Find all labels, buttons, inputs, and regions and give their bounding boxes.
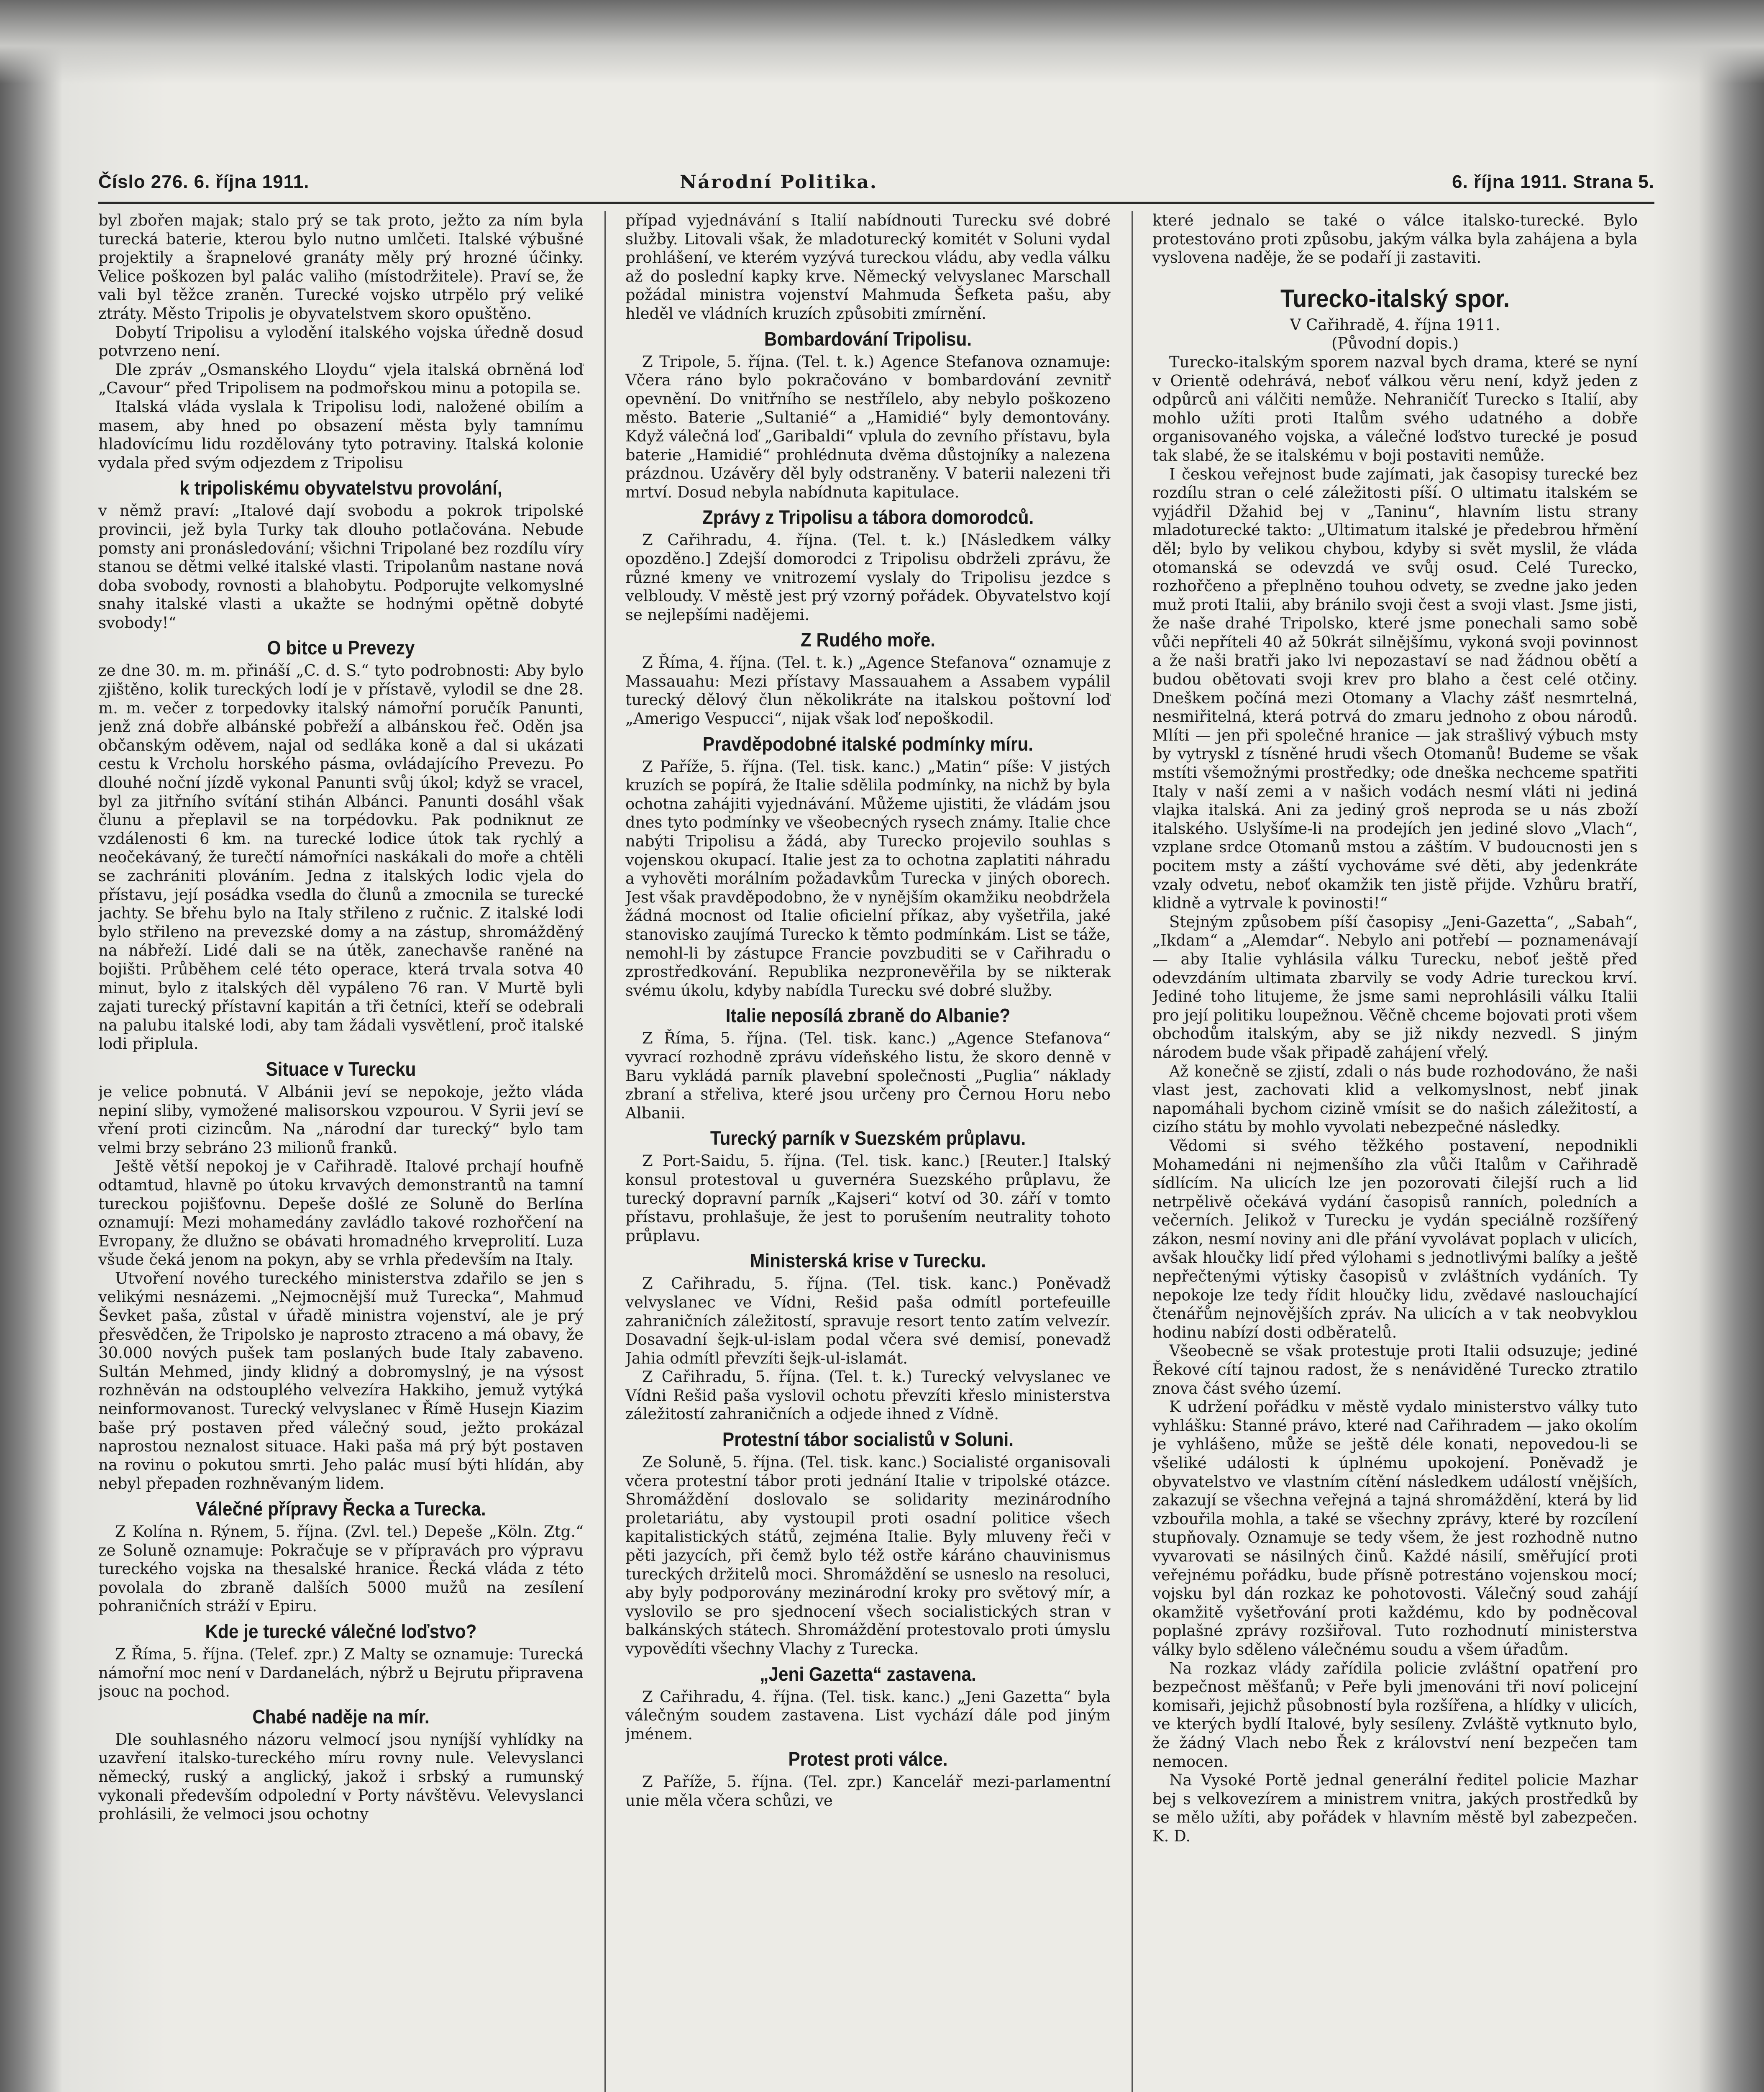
- original-dispatch-note: (Původní dopis.): [1331, 334, 1459, 353]
- section-heading: Válečné přípravy Řecka a Turecka.: [196, 1498, 486, 1520]
- section-heading: „Jeni Gazetta“ zastavena.: [760, 1663, 976, 1685]
- dateline: V Cařihradě, 4. října 1911.: [1290, 315, 1500, 334]
- paragraph: je velice pobnutá. V Albánii jeví se nepokoje, ježto vláda nepiní sliby, vymožené malisorskou vzpourou. V Syrii jeví se vření proti cizincům. Na „národní dar turecký“ bylo tam velmi brzy sebráno 23 milionů franků.: [98, 1082, 584, 1157]
- paragraph: I českou veřejnost bude zajímati, jak časopisy turecké bez rozdílu stran o celé záležitosti píší. O ultimatu italském se vyjádřil Džahid bej v „Taninu“, hlavním listu strany mladoturecké takto: „Ultimatum italské je předebrou hřmění děl; bylo by velikou chybou, kdyby si svět myslil, že vláda otomanská se odevzdá ve svůj osud. Celé Turecko, rozhořčeno a přeplněno touhou odvety, se zvedne jako jeden muž proti Italii, aby bránilo svoji čest a svoji vlast. Jsme jisti, že naše drahé Tripolsko, které jsme ponechali samo sobě vůči nepříteli 40 až 50krát silnějšímu, vykoná svoji povinnost a že naši bratři jako lvi nepozastaví se nad žádnou obětí a budou obětovati svoji krev pro blaho a čest celé otčiny. Dneškem počíná mezi Otomany a Vlachy zášť nesmrtelná, nesmiřitelná, která potrvá do zmaru jednoho z obou národů. Mlíti — jen při společné hranice — jak strašlivý výbuch msty by vytryskl z tísněné hrudi všech Otomanů! Budeme se však mstíti všemožnými prostředky; ode dneška nechceme spatřiti Italy v naší zemi a v našich vodách nesmí vláti ni jediná vlajka italská. Ani za jediný groš neproda se u nás zboží italského. Uslyšíme-li na prodejích jen jediné slovo „Vlach“, vzplane srdce Otomanů mstou a záštím. V budoucnosti jen s pocitem msty a záští vychováme své děti, aby jedenkráte vzaly odvetu, neboť okamžik ten jistě přijde. Vzhůru bratří, klidně a vytrvale k povinosti!“: [1152, 465, 1638, 913]
- column-3: [1152, 211, 1638, 2092]
- section-heading: Protest proti válce.: [788, 1748, 948, 1770]
- paragraph: Z Říma, 5. října. (Telef. zpr.) Z Malty se oznamuje: Turecká námořní moc není v Dardanelách, nýbrž u Bejrutu připravena jsouc na pochod.: [98, 1645, 584, 1701]
- page-number-date: 6. října 1911. Strana 5.: [1452, 172, 1654, 192]
- paragraph: Z Port-Saidu, 5. října. (Tel. tisk. kanc.) [Reuter.] Italský konsul protestoval u guvernéra Suezského průplavu, že turecký dopravní parník „Kajseri“ kotví od 30. září v tomto přístavu, prohlašuje, že jest to porušením neutrality tohoto průplavu.: [625, 1152, 1111, 1245]
- section-heading: Italie neposílá zbraně do Albanie?: [725, 1005, 1011, 1027]
- paragraph: Italská vláda vyslala k Tripolisu lodi, naložené obilím a masem, aby hned po obsazení města byly tamnímu hladovícímu lidu rozdělovány tyto potraviny. Italská kolonie vydala před svým odjezdem z Tripolisu: [98, 397, 584, 472]
- paragraph: Stejným způsobem píší časopisy „Jeni-Gazetta“, „Sabah“, „Ikdam“ a „Alemdar“. Nebylo ani potřebí — poznamenávají — aby Italie vyhlásila válku Turecku, neboť ještě před odevzdáním ultimata zbarvily se vody Adrie tureckou krví. Jediné toho litujeme, že jsme sami neprohlásili válku Italii pro její politiku loupežnou. Věčně chceme bojovati proti všem obchodům italským, aby se již nikdy nezvedl. S jiným národem bude však připadě zahájení vřelý.: [1152, 913, 1638, 1061]
- paragraph: byl zbořen majak; stalo prý se tak proto, ježto za ním byla turecká baterie, kterou bylo nutno umlčeti. Italské výbušné projektily a šrapnelové granáty měly prý hrozné účinky. Velice poškozen byl palác valiho (místodržitele). Praví se, že vali byl těžce zraněn. Turecké vojsko utrpělo prý veliké ztráty. Město Tripolis je obyvatelstvem skoro opuštěno.: [98, 211, 584, 323]
- paragraph: Z Cařihradu, 4. října. (Tel. t. k.) [Následkem války opozděno.] Zdejší domorodci z Tripolisu obdrželi zprávu, že různé kmeny ve vnitrozemí vyslaly do Tripolisu jezdce s velbloudy. V městě jest prý vzorný pořádek. Obyvatelstvo kojí se nejlepšími nadějemi.: [625, 531, 1111, 624]
- paragraph: v němž praví: „Italové dají svobodu a pokrok tripolské provincii, jež byla Turky tak dlouho potlačována. Nebude pomsty ani pronásledování; všichni Tripolané bez rozdílu víry stanou se dětmi velké italské vlasti. Tripolanům nastane nová doba svobody, rovnosti a blahobytu. Podporujte velkomyslné snahy italské vlasti a ukažte se hodnými opětně dobyté svobody!“: [98, 502, 584, 632]
- paragraph: které jednalo se také o válce italsko-turecké. Bylo protestováno proti způsobu, jakým válka byla zahájena a byla vyslovena naděje, že se podaří ji zastaviti.: [1152, 211, 1638, 267]
- section-heading: Turecký parník v Suezském průplavu.: [710, 1127, 1026, 1149]
- paragraph: případ vyjednávání s Italií nabídnouti Turecku své dobré služby. Litovali však, že mladoturecký komitét v Soluni vydal prohlášení, ve kterém vyzývá tureckou vládu, aby vedla válku až do poslední kapky krve. Německý velvyslanec Marschall požádal ministra vojenství Mahmuda Šefketa pašu, aby hleděl ve vládních kruzích způsobiti zmírnění.: [625, 211, 1111, 323]
- column-2: [625, 211, 1111, 2092]
- section-heading: Situace v Turecku: [266, 1058, 416, 1080]
- paragraph: K udržení pořádku v městě vydalo ministerstvo války tuto vyhlášku: Stanné právo, které nad Cařihradem — jako okolím je vyhlášeno, může se ještě déle konati, nepovedou-li se všeliké události k úplnému upokojení. Poněvadž je obyvatelstvo ve vlastním cítění následkem událostí vnějších, zakazují se všechna veřejná a tajná shromáždění, která by lid vzbouřila mohla, a také se všechny zprávy, které by rozcílení stupňovaly. Oznamuje se tedy všem, že jest rozhodně nutno vyvarovati se násilných činů. Každé násilí, směřující proti veřejnému pořádku, bude přísně potrestáno vojenskou mocí; vojsku byl dán rozkaz ke pohotovosti. Válečný soud zahájí okamžitě vyšetřování proti každému, kdo by podněcoval poplašné zprávy rozšiřoval. Tuto rozhodnutí ministerstva války bylo sděleno válečnému soudu a všem úřadům.: [1152, 1398, 1638, 1659]
- paragraph: Utvoření nového tureckého ministerstva zdařilo se jen s velikými nesnázemi. „Nejmocnější muž Turecka“, Mahmud Ševket paša, zůstal v úřadě ministra vojenství, ale je prý přesvědčen, že Tripolsko je naprosto ztraceno a má obavy, že 30.000 nových pušek tam poslaných bude Italy zabaveno. Sultán Mehmed, jindy klidný a dobromyslný, je na výsost rozhněván na odstouplého velvezíra Hakkiho, jemuž vytýká neinformovanost. Turecký velvyslanec v Římě Husejn Kiazim baše prý postaven před válečný soud, ježto prokázal naprostou neznalost situace. Haki paša má prý být postaven na rovinu o pokutou smrti. Jeho palác musí býti hlídán, aby nebyl přepaden rozhněvaným lidem.: [98, 1269, 584, 1493]
- paragraph: Dle zpráv „Osmanského Lloydu“ vjela italská obrněná loď „Cavour“ před Tripolisem na podmořskou minu a potopila se.: [98, 360, 584, 397]
- paragraph: Ještě větší nepokoj je v Cařihradě. Italové prchají houfně odtamtud, hlavně po útoku krvavých demonstrantů na tamní tureckou pojišťovnu. Depeše došlé ze Soluně do Berlína oznamují: Mezi mohamedány zavládlo takové rozhořčení na Evropany, že dlužno se obávati hromadného krveprolití. Luza všude čeká jenom na pokyn, aby se vrhla především na Italy.: [98, 1157, 584, 1269]
- section-heading: Protestní tábor socialistů v Soluni.: [722, 1428, 1014, 1451]
- paragraph: Turecko-italským sporem nazval bych drama, které se nyní v Orientě odehrává, neboť válkou věru není, když jeden z odpůrců ani válčiti nemůže. Nehraničíť Turecko s Italií, aby mohlo užíti proti Italům svého udatného a dobře organisovaného vojska, a válečné loďstvo turecké je posud tak slabé, že se italskému v boji postaviti nemůže.: [1152, 353, 1638, 464]
- paragraph: ze dne 30. m. m. přináší „C. d. S.“ tyto podrobnosti: Aby bylo zjištěno, kolik tureckých lodí je v přístavě, vylodil se dne 28. m. m. večer z torpedovky italský námořní poručík Panunti, jenž zná dobře albánské pobřeží a albánskou řeč. Oděn jsa občanským oděvem, najal od sedláka koně a dal si ukázati cestu k Vrcholu horského pásma, ovládajícího Prevezu. Po dlouhé noční jízdě vykonal Panunti svůj úkol; když se vracel, byl za jitřního svítání stihán Albánci. Panunti dosáhl však člunu a přeplavil se na torpédovku. Pak podniknut ze vzdálenosti 6 km. na turecké lodice útok tak rychlý a neočekávaný, že turečtí námořníci naskákali do moře a chtěli se zachrániti plováním. Jedna z italských lodic vjela do přístavu, její posádka vsedla do člunů a zmocnila se turecké jachty. Se břehu bylo na Italy střileno z ručnic. Z italské lodi bylo střileno na prevezské domy a na zástup, shromážděný na nábřeží. Lidé dali se na útěk, zanechavše raněné na bojišti. Průběhem celé této operace, která trvala sotva 40 minut, bylo z italských děl vypáleno 76 ran. V Murtě byli zajati turecký přístavní kapitán a tři četníci, kteří se odebrali na palubu italské lodi, aby tam žádali vysvětlení, proč italské lodi připlula.: [98, 661, 584, 1053]
- section-heading: k tripoliskému obyvatelstvu provolání,: [179, 477, 502, 499]
- paragraph: Z Cařihradu, 5. října. (Tel. tisk. kanc.) Poněvadž velvyslanec ve Vídni, Rešid paša odmítl portefeuille zahraničních záležitostí, spravuje resort tento zatím velvezír. Dosavadní šejk-ul-islam podal včera své demisí, ponevadž Jahia odmítl převzíti šejk-ul-islamát.: [625, 1274, 1111, 1367]
- column-divider: [604, 211, 606, 2092]
- section-heading: Chabé naděje na mír.: [252, 1705, 430, 1728]
- paragraph: Ze Soluně, 5. října. (Tel. tisk. kanc.) Socialisté organisovali včera protestní tábor proti jednání Italie v tripolské otázce. Shromáždění doslovalo se solidarity mezinárodního proletariátu, aby vystoupil proti osadní politice všech kapitalistických států, zejména Italie. Byly mluveny řeči v pěti jazycích, při čemž bylo též ostře káráno chauvinismus tureckých držitelů moci. Shromáždění se usneslo na resoluci, aby byly podporovány mezinárodní kroky pro světový mír, a vyslovilo se pro sjednocení všech socialistických stran v balkánských státech. Shromáždění protestovalo proti úmyslu vypovědíti všechny Vlachy z Turecka.: [625, 1453, 1111, 1658]
- paragraph: Z Cařihradu, 4. října. (Tel. tisk. kanc.) „Jeni Gazetta“ byla válečným soudem zastavena. List vychází dále pod jiným jménem.: [625, 1687, 1111, 1743]
- scan-top-shadow: [0, 0, 1764, 84]
- paragraph: Z Kolína n. Rýnem, 5. října. (Zvl. tel.) Depeše „Köln. Ztg.“ ze Soluně oznamuje: Pokračuje se v přípravách pro výpravu tureckého vojska na thesalské hranice. Řecká vláda z této povolala do zbraně dalších 5000 mužů na zesílení pohraničních stráží v Epiru.: [98, 1523, 584, 1615]
- paragraph: Všeobecně se však protestuje proti Italii odsuzuje; jediné Řekové cítí tajnou radost, že s nenáviděné Turecko ztratilo znova část svého území.: [1152, 1342, 1638, 1397]
- section-heading: Kde je turecké válečné loďstvo?: [205, 1620, 477, 1642]
- paragraph: Z Říma, 5. října. (Tel. tisk. kanc.) „Agence Stefanova“ vyvrací rozhodně zprávu vídeňského listu, že skoro denně v Baru vykládá parník plavební společnosti „Puglia“ náklady zbraní a střeliva, které jsou určeny pro Černou Horu nebo Albanii.: [625, 1029, 1111, 1122]
- column-divider: [1132, 211, 1133, 2092]
- section-heading: Bombardování Tripolisu.: [764, 328, 972, 350]
- masthead-title: Národní Politika.: [680, 172, 878, 193]
- paragraph: Až konečně se zjistí, zdali o nás bude rozhodováno, že naši vlast jest, zachovati klid a velkomyslnost, nebť jinak napomáhali bychom cizině vmísit se do našich záležitostí, a cizího státu by mohlo vyvolati nebezpečné následky.: [1152, 1062, 1638, 1136]
- paragraph: Z Paříže, 5. října. (Tel. zpr.) Kancelář mezi-parlamentní unie měla včera schůzi, ve: [625, 1773, 1111, 1810]
- paragraph: Z Říma, 4. října. (Tel. t. k.) „Agence Stefanova“ oznamuje z Massauahu: Mezi přístavy Massauahem a Assabem vypálil turecký dělový člun několikráte na italskou poštovní loď „Amerigo Vespucci“, nijak však loď nepoškodil.: [625, 654, 1111, 728]
- paragraph: Na Vysoké Portě jednal generální ředitel policie Mazhar bej s velkovezírem a ministrem vnitra, jakých prostředků by se mělo užíti, aby pořádek v hlavním městě byl zabezpečen. K. D.: [1152, 1771, 1638, 1845]
- section-heading: O bitce u Prevezy: [267, 637, 415, 659]
- issue-number-date: Číslo 276. 6. října 1911.: [98, 172, 310, 192]
- section-heading: Z Rudého moře.: [800, 629, 936, 651]
- column-1: [98, 211, 584, 2092]
- running-header: [98, 172, 1654, 201]
- paragraph: Na rozkaz vlády zařídila policie zvláštní opatření pro bezpečnost měšťanů; v Peře byli jmenováni tři noví policejní komisaři, jejichž působností byla rozšířena, a hlídky v ulicích, ve kterých bydlí Italové, byly sesíleny. Zvláště vytknuto bylo, že žádný Vlach nebo Řek z království není bezpečen tam nemocen.: [1152, 1659, 1638, 1771]
- paragraph: Dle souhlasného názoru velmocí jsou nyníjší vyhlídky na uzavření italsko-tureckého míru rovny nule. Velevyslanci německý, ruský a anglický, jakož i srbský a rumunský vykonali především odpolední v Porty návštěvu. Velevyslanci prohlásili, že velmoci jsou ochotny: [98, 1730, 584, 1823]
- paragraph: Z Tripole, 5. října. (Tel. t. k.) Agence Stefanova oznamuje: Včera ráno bylo pokračováno v bombardování zevnitř opevnění. Do vnitřního se nestřílelo, aby nebylo poškozeno město. Baterie „Sultanié“ a „Hamidié“ byly demontovány. Když válečná loď „Garibaldi“ vplula do zevního přístavu, byla baterie „Hamidié“ prohlédnuta dvěma důstojníky a nalezena prázdnou. Uzávěry děl byly odstraněny. V baterii nalezeni tři mrtví. Dosud nebyla nabídnuta kapitulace.: [625, 352, 1111, 501]
- section-heading: Zprávy z Tripolisu a tábora domorodců.: [702, 506, 1034, 528]
- newspaper-page: [98, 172, 1654, 2092]
- section-heading: Pravděpodobné italské podmínky míru.: [702, 733, 1034, 755]
- paragraph: Z Cařihradu, 5. října. (Tel. t. k.) Turecký velvyslanec ve Vídni Rešid paša vyslovil ochotu převzíti křeslo ministerstva záležitostí zahraničních a odjede ihned z Vídně.: [625, 1368, 1111, 1423]
- header-rule: [98, 202, 1654, 204]
- section-heading: Ministerská krise v Turecku.: [750, 1250, 986, 1272]
- paragraph: Z Paříže, 5. října. (Tel. tisk. kanc.) „Matin“ píše: V jistých kruzích se popírá, že Italie sdělila podmínky, na nichž by byla ochotna zahájiti vyjednávání. Můžeme ujistiti, že vládám jsou dnes tyto podmínky ve všeobecných rysech známy. Italie chce nabýti Tripolisu a žádá, aby Turecko projevilo souhlas s vojenskou okupací. Italie jest za to ochotna zaplatiti náhradu a vyhověti morálním požadavkům Turecka v jiných oborech. Jest však pravděpodobno, že v nynějším okamžiku neobdržela žádná mocnost od Italie oficielní příkaz, aby vyšetřila, jaké stanovisko zaujímá Turecko k těmto podmínkám. List se táže, nemohl-li by zástupce Francie povzbuditi se v Cařihradu o zprostředkování. Republika nezpronevěřila by se nikterak svému úkolu, kdyby nabídla Turecku své dobré služby.: [625, 757, 1111, 1000]
- paragraph: Vědomi si svého těžkého postavení, nepodnikli Mohamedáni ni nejmenšího zla vůči Italům v Cařihradě sídlícím. Na ulicích lze jen pozorovati čilejší ruch a lid netrpělivě očekává vydání časopisů ranních, poledních a večerních. Jelikož v Turecku je vydán speciálně rozšířený zákon, nesmí noviny ani dle přání vyvolávat poplach v ulicích, avšak hloučky lidí před výlohami s jednotlivými balíky a ještě nepřečtenými výtisky časopisů v zvláštních vydáních. Ty nepokoje lze tedy řídit hloučky lidu, zvědavé naslouchající čtenářům nejnovějších zpráv. Na ulicích a v tak neobvyklou hodinu nabízí dosti odběratelů.: [1152, 1136, 1638, 1341]
- paragraph: Dobytí Tripolisu a vylodění italského vojska úředně dosud potvrzeno není.: [98, 323, 584, 360]
- article-title: Turecko-italský spor.: [1280, 284, 1510, 313]
